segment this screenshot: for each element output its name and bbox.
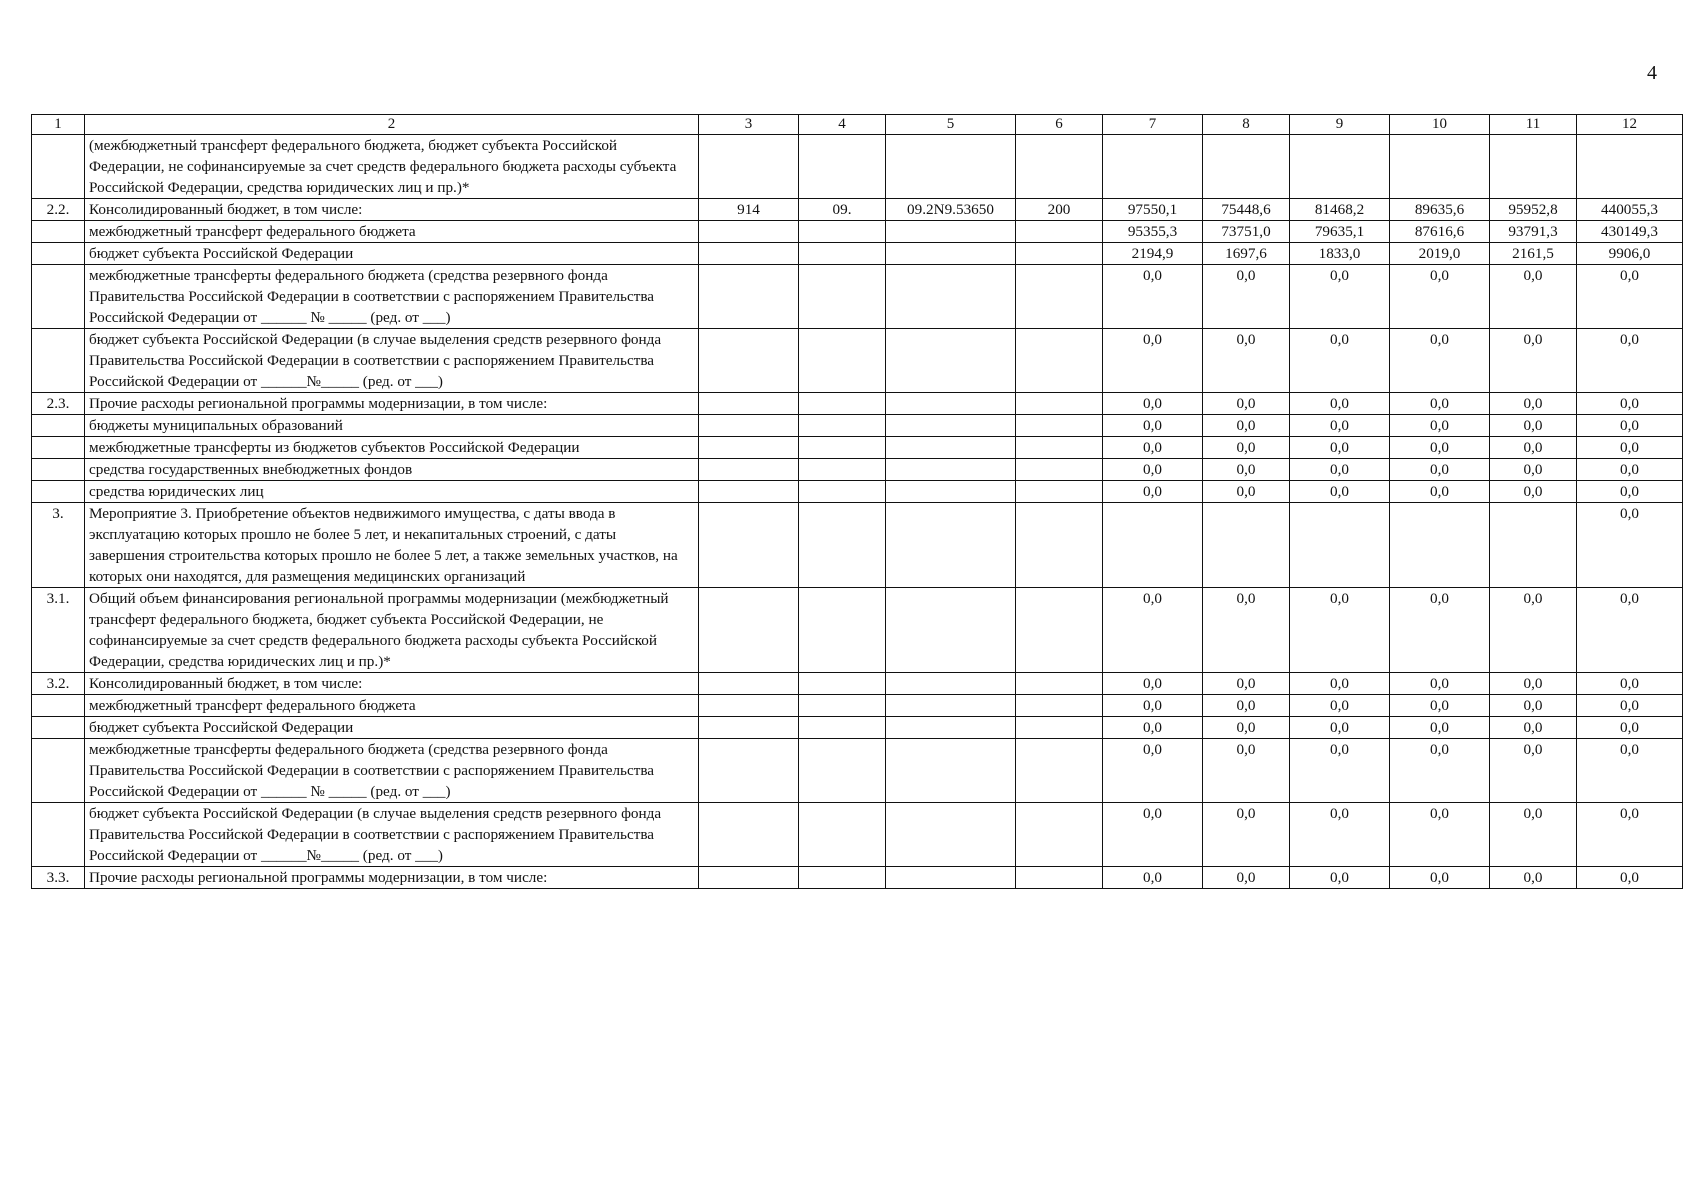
code-cell-4: [799, 265, 886, 329]
value-cell: 0,0: [1290, 803, 1390, 867]
value-cell: 0,0: [1390, 867, 1490, 889]
row-number-cell: 3.: [32, 503, 85, 588]
description-cell: межбюджетный трансферт федерального бюджета: [85, 221, 699, 243]
table-row: [32, 481, 1683, 503]
row-number-cell: [32, 265, 85, 329]
code-cell-4: [799, 717, 886, 739]
value-cell: 0,0: [1290, 459, 1390, 481]
value-cell: 0,0: [1290, 329, 1390, 393]
value-cell: 0,0: [1203, 588, 1290, 673]
value-cell: 0,0: [1103, 415, 1203, 437]
row-number-cell: 2.2.: [32, 199, 85, 221]
value-cell: 0,0: [1577, 393, 1683, 415]
table-row: [32, 243, 1683, 265]
column-header: 7: [1103, 115, 1203, 135]
code-cell-6: [1016, 739, 1103, 803]
description-cell: межбюджетные трансферты федерального бюджета (средства резервного фонда Правительства Российской Федерации в соответствии с распоряжением Правительства Российской Федерации от ______ № _____ (ред. от ___): [85, 739, 699, 803]
value-cell: 0,0: [1390, 265, 1490, 329]
code-cell-3: [699, 329, 799, 393]
code-cell-5: [886, 415, 1016, 437]
value-cell: [1103, 135, 1203, 199]
column-header: 9: [1290, 115, 1390, 135]
code-cell-3: 914: [699, 199, 799, 221]
value-cell: [1390, 135, 1490, 199]
value-cell: 0,0: [1490, 588, 1577, 673]
value-cell: 1697,6: [1203, 243, 1290, 265]
code-cell-5: [886, 393, 1016, 415]
value-cell: 2161,5: [1490, 243, 1577, 265]
code-cell-6: [1016, 695, 1103, 717]
row-number-cell: [32, 329, 85, 393]
code-cell-3: [699, 695, 799, 717]
value-cell: 2019,0: [1390, 243, 1490, 265]
code-cell-3: [699, 221, 799, 243]
value-cell: 0,0: [1390, 393, 1490, 415]
code-cell-5: [886, 717, 1016, 739]
description-cell: бюджет субъекта Российской Федерации: [85, 717, 699, 739]
code-cell-3: [699, 243, 799, 265]
row-number-cell: [32, 135, 85, 199]
code-cell-6: [1016, 588, 1103, 673]
code-cell-6: [1016, 717, 1103, 739]
code-cell-4: [799, 739, 886, 803]
description-cell: межбюджетный трансферт федерального бюджета: [85, 695, 699, 717]
description-cell: Консолидированный бюджет, в том числе:: [85, 199, 699, 221]
column-header: 11: [1490, 115, 1577, 135]
value-cell: 0,0: [1390, 717, 1490, 739]
column-header: 6: [1016, 115, 1103, 135]
code-cell-4: [799, 329, 886, 393]
description-cell: Общий объем финансирования региональной программы модернизации (межбюджетный трансферт федерального бюджета, бюджет субъекта Российской Федерации, не софинансируемые за счет средств федерального бюджета расходы субъекта Российской Федерации, средства юридических лиц и пр.)*: [85, 588, 699, 673]
value-cell: 0,0: [1490, 803, 1577, 867]
code-cell-3: [699, 459, 799, 481]
table-row: [32, 437, 1683, 459]
value-cell: 0,0: [1290, 265, 1390, 329]
value-cell: 0,0: [1203, 437, 1290, 459]
description-cell: межбюджетные трансферты федерального бюджета (средства резервного фонда Правительства Российской Федерации в соответствии с распоряжением Правительства Российской Федерации от ______ № _____ (ред. от ___): [85, 265, 699, 329]
value-cell: 95355,3: [1103, 221, 1203, 243]
code-cell-5: [886, 867, 1016, 889]
description-cell: средства юридических лиц: [85, 481, 699, 503]
value-cell: 0,0: [1103, 329, 1203, 393]
value-cell: 0,0: [1290, 695, 1390, 717]
table-row: [32, 135, 1683, 199]
value-cell: 0,0: [1577, 437, 1683, 459]
code-cell-3: [699, 393, 799, 415]
code-cell-5: [886, 588, 1016, 673]
value-cell: 73751,0: [1203, 221, 1290, 243]
value-cell: 0,0: [1490, 717, 1577, 739]
code-cell-6: [1016, 221, 1103, 243]
value-cell: 0,0: [1203, 673, 1290, 695]
table-row: [32, 588, 1683, 673]
value-cell: 0,0: [1290, 588, 1390, 673]
code-cell-6: [1016, 135, 1103, 199]
description-cell: бюджеты муниципальных образований: [85, 415, 699, 437]
value-cell: 0,0: [1490, 265, 1577, 329]
value-cell: 0,0: [1103, 588, 1203, 673]
row-number-cell: [32, 717, 85, 739]
value-cell: 0,0: [1577, 695, 1683, 717]
table-row: [32, 393, 1683, 415]
value-cell: 0,0: [1203, 481, 1290, 503]
row-number-cell: 3.3.: [32, 867, 85, 889]
value-cell: 0,0: [1490, 329, 1577, 393]
value-cell: 0,0: [1390, 739, 1490, 803]
value-cell: 0,0: [1577, 503, 1683, 588]
code-cell-4: [799, 803, 886, 867]
value-cell: 0,0: [1490, 481, 1577, 503]
code-cell-4: [799, 437, 886, 459]
code-cell-4: 09.: [799, 199, 886, 221]
value-cell: 87616,6: [1390, 221, 1490, 243]
code-cell-6: [1016, 243, 1103, 265]
description-cell: бюджет субъекта Российской Федерации (в случае выделения средств резервного фонда Правительства Российской Федерации в соответствии с распоряжением Правительства Российской Федерации от ______№_____ (ред. от ___): [85, 803, 699, 867]
value-cell: 0,0: [1390, 437, 1490, 459]
column-header: 10: [1390, 115, 1490, 135]
value-cell: 0,0: [1103, 459, 1203, 481]
row-number-cell: [32, 243, 85, 265]
value-cell: [1290, 503, 1390, 588]
code-cell-6: [1016, 673, 1103, 695]
code-cell-6: [1016, 803, 1103, 867]
value-cell: 0,0: [1577, 867, 1683, 889]
description-cell: бюджет субъекта Российской Федерации (в случае выделения средств резервного фонда Правительства Российской Федерации в соответствии с распоряжением Правительства Российской Федерации от ______№_____ (ред. от ___): [85, 329, 699, 393]
column-header: 8: [1203, 115, 1290, 135]
code-cell-6: [1016, 265, 1103, 329]
value-cell: 0,0: [1103, 717, 1203, 739]
value-cell: 0,0: [1577, 673, 1683, 695]
description-cell: Прочие расходы региональной программы модернизации, в том числе:: [85, 393, 699, 415]
code-cell-5: 09.2N9.53650: [886, 199, 1016, 221]
code-cell-5: [886, 329, 1016, 393]
column-header: 5: [886, 115, 1016, 135]
row-number-cell: [32, 803, 85, 867]
row-number-cell: [32, 739, 85, 803]
table-row: [32, 673, 1683, 695]
code-cell-3: [699, 717, 799, 739]
value-cell: [1577, 135, 1683, 199]
code-cell-3: [699, 739, 799, 803]
code-cell-3: [699, 803, 799, 867]
value-cell: 0,0: [1203, 329, 1290, 393]
column-header: 4: [799, 115, 886, 135]
table-row: [32, 459, 1683, 481]
code-cell-4: [799, 393, 886, 415]
code-cell-3: [699, 673, 799, 695]
code-cell-5: [886, 739, 1016, 803]
code-cell-4: [799, 673, 886, 695]
column-header: 1: [32, 115, 85, 135]
value-cell: 93791,3: [1490, 221, 1577, 243]
row-number-cell: 3.1.: [32, 588, 85, 673]
row-number-cell: 3.2.: [32, 673, 85, 695]
code-cell-3: [699, 415, 799, 437]
table-row: [32, 695, 1683, 717]
row-number-cell: [32, 695, 85, 717]
value-cell: 0,0: [1490, 415, 1577, 437]
description-cell: бюджет субъекта Российской Федерации: [85, 243, 699, 265]
value-cell: 0,0: [1203, 695, 1290, 717]
code-cell-5: [886, 503, 1016, 588]
value-cell: 1833,0: [1290, 243, 1390, 265]
financing-table: [31, 114, 1683, 889]
value-cell: 0,0: [1577, 459, 1683, 481]
value-cell: 0,0: [1577, 717, 1683, 739]
table-row: [32, 265, 1683, 329]
value-cell: 0,0: [1577, 588, 1683, 673]
code-cell-6: [1016, 867, 1103, 889]
code-cell-4: [799, 243, 886, 265]
value-cell: 0,0: [1577, 329, 1683, 393]
code-cell-4: [799, 459, 886, 481]
value-cell: 0,0: [1103, 739, 1203, 803]
value-cell: 0,0: [1103, 481, 1203, 503]
row-number-cell: [32, 481, 85, 503]
table-row: [32, 503, 1683, 588]
value-cell: 0,0: [1577, 415, 1683, 437]
code-cell-4: [799, 867, 886, 889]
value-cell: 0,0: [1290, 393, 1390, 415]
value-cell: 0,0: [1203, 459, 1290, 481]
value-cell: 89635,6: [1390, 199, 1490, 221]
value-cell: [1390, 503, 1490, 588]
value-cell: [1490, 135, 1577, 199]
row-number-cell: [32, 459, 85, 481]
value-cell: [1290, 135, 1390, 199]
code-cell-6: [1016, 329, 1103, 393]
value-cell: 0,0: [1490, 673, 1577, 695]
value-cell: 9906,0: [1577, 243, 1683, 265]
value-cell: 0,0: [1203, 265, 1290, 329]
value-cell: [1103, 503, 1203, 588]
code-cell-6: [1016, 437, 1103, 459]
table-row: [32, 739, 1683, 803]
code-cell-6: [1016, 481, 1103, 503]
value-cell: 0,0: [1203, 717, 1290, 739]
value-cell: 0,0: [1103, 393, 1203, 415]
code-cell-5: [886, 265, 1016, 329]
value-cell: 0,0: [1490, 739, 1577, 803]
value-cell: 0,0: [1490, 393, 1577, 415]
value-cell: 0,0: [1103, 803, 1203, 867]
value-cell: 0,0: [1577, 481, 1683, 503]
description-cell: Консолидированный бюджет, в том числе:: [85, 673, 699, 695]
value-cell: 0,0: [1290, 437, 1390, 459]
code-cell-3: [699, 481, 799, 503]
value-cell: 0,0: [1577, 803, 1683, 867]
code-cell-5: [886, 437, 1016, 459]
row-number-cell: [32, 437, 85, 459]
value-cell: 75448,6: [1203, 199, 1290, 221]
code-cell-5: [886, 673, 1016, 695]
value-cell: 0,0: [1390, 415, 1490, 437]
value-cell: 0,0: [1390, 695, 1490, 717]
code-cell-6: [1016, 393, 1103, 415]
value-cell: 0,0: [1203, 803, 1290, 867]
code-cell-4: [799, 588, 886, 673]
value-cell: 0,0: [1290, 673, 1390, 695]
code-cell-5: [886, 695, 1016, 717]
table-row: [32, 329, 1683, 393]
description-cell: межбюджетные трансферты из бюджетов субъектов Российской Федерации: [85, 437, 699, 459]
row-number-cell: [32, 221, 85, 243]
code-cell-5: [886, 481, 1016, 503]
code-cell-3: [699, 265, 799, 329]
value-cell: 0,0: [1290, 867, 1390, 889]
value-cell: 0,0: [1490, 459, 1577, 481]
value-cell: 0,0: [1490, 867, 1577, 889]
column-number-header-row: [32, 115, 1683, 135]
code-cell-4: [799, 695, 886, 717]
description-cell: Прочие расходы региональной программы модернизации, в том числе:: [85, 867, 699, 889]
table-body: [32, 115, 1683, 889]
value-cell: 0,0: [1290, 481, 1390, 503]
value-cell: 0,0: [1390, 803, 1490, 867]
value-cell: 0,0: [1577, 739, 1683, 803]
code-cell-4: [799, 221, 886, 243]
value-cell: 0,0: [1203, 739, 1290, 803]
column-header: 3: [699, 115, 799, 135]
code-cell-4: [799, 135, 886, 199]
value-cell: 0,0: [1203, 393, 1290, 415]
code-cell-3: [699, 588, 799, 673]
value-cell: 0,0: [1390, 673, 1490, 695]
code-cell-3: [699, 437, 799, 459]
value-cell: 0,0: [1103, 695, 1203, 717]
value-cell: 0,0: [1290, 415, 1390, 437]
code-cell-3: [699, 503, 799, 588]
value-cell: 0,0: [1390, 329, 1490, 393]
value-cell: 0,0: [1490, 695, 1577, 717]
value-cell: 0,0: [1490, 437, 1577, 459]
table-row: [32, 199, 1683, 221]
value-cell: 440055,3: [1577, 199, 1683, 221]
table-row: [32, 717, 1683, 739]
description-cell: средства государственных внебюджетных фондов: [85, 459, 699, 481]
value-cell: 0,0: [1577, 265, 1683, 329]
row-number-cell: 2.3.: [32, 393, 85, 415]
value-cell: [1203, 135, 1290, 199]
code-cell-5: [886, 135, 1016, 199]
value-cell: 0,0: [1103, 437, 1203, 459]
value-cell: 95952,8: [1490, 199, 1577, 221]
value-cell: [1203, 503, 1290, 588]
code-cell-3: [699, 867, 799, 889]
code-cell-4: [799, 503, 886, 588]
table-row: [32, 867, 1683, 889]
code-cell-4: [799, 415, 886, 437]
value-cell: 430149,3: [1577, 221, 1683, 243]
code-cell-5: [886, 803, 1016, 867]
value-cell: 0,0: [1103, 265, 1203, 329]
value-cell: 2194,9: [1103, 243, 1203, 265]
table-row: [32, 803, 1683, 867]
code-cell-5: [886, 221, 1016, 243]
description-cell: Мероприятие 3. Приобретение объектов недвижимого имущества, с даты ввода в эксплуатацию которых прошло не более 5 лет, и некапитальных строений, с даты завершения строительства которых прошло не более 5 лет, а также земельных участков, на которых они находятся, для размещения медицинских организаций: [85, 503, 699, 588]
value-cell: 0,0: [1390, 459, 1490, 481]
value-cell: 0,0: [1390, 588, 1490, 673]
value-cell: 0,0: [1290, 717, 1390, 739]
value-cell: 79635,1: [1290, 221, 1390, 243]
value-cell: 81468,2: [1290, 199, 1390, 221]
code-cell-5: [886, 243, 1016, 265]
table-row: [32, 221, 1683, 243]
value-cell: 0,0: [1203, 867, 1290, 889]
column-header: 2: [85, 115, 699, 135]
column-header: 12: [1577, 115, 1683, 135]
code-cell-6: [1016, 415, 1103, 437]
value-cell: 0,0: [1203, 415, 1290, 437]
value-cell: 0,0: [1390, 481, 1490, 503]
table-row: [32, 415, 1683, 437]
code-cell-6: [1016, 459, 1103, 481]
value-cell: [1490, 503, 1577, 588]
page-number: 4: [1647, 62, 1657, 84]
value-cell: 0,0: [1290, 739, 1390, 803]
code-cell-4: [799, 481, 886, 503]
value-cell: 0,0: [1103, 673, 1203, 695]
code-cell-5: [886, 459, 1016, 481]
code-cell-6: [1016, 503, 1103, 588]
description-cell: (межбюджетный трансферт федерального бюджета, бюджет субъекта Российской Федерации, не софинансируемые за счет средств федерального бюджета расходы субъекта Российской Федерации, средства юридических лиц и пр.)*: [85, 135, 699, 199]
code-cell-6: 200: [1016, 199, 1103, 221]
value-cell: 0,0: [1103, 867, 1203, 889]
row-number-cell: [32, 415, 85, 437]
value-cell: 97550,1: [1103, 199, 1203, 221]
code-cell-3: [699, 135, 799, 199]
